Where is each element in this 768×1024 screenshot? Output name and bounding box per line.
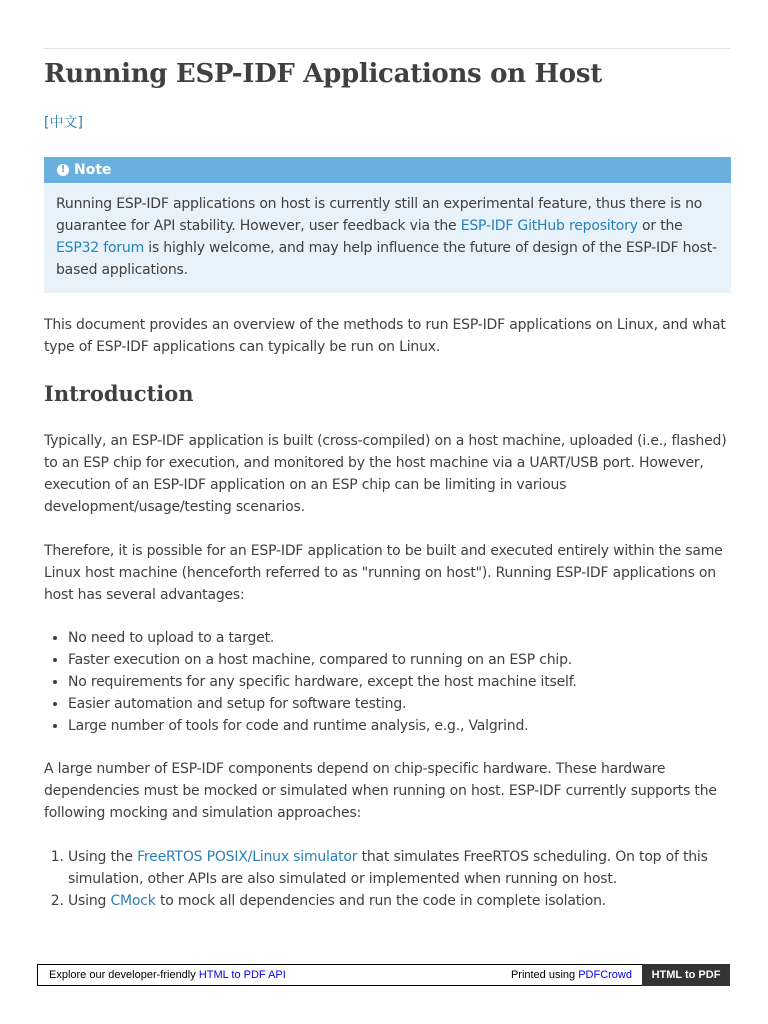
note-header bbox=[44, 157, 731, 183]
top-divider bbox=[44, 48, 730, 49]
approach-suffix: to mock all dependencies and run the code in complete isolation. bbox=[155, 893, 607, 909]
html-to-pdf-api-link[interactable]: HTML to PDF API bbox=[198, 969, 286, 981]
footer-printed-text: Printed using bbox=[510, 969, 579, 981]
approaches-list bbox=[44, 846, 732, 912]
chinese-language-link[interactable]: [中文] bbox=[44, 115, 83, 131]
pdfcrowd-footer bbox=[37, 964, 730, 986]
intro-paragraph-1: Typically, an ESP-IDF application is built (cross-compiled) on a host machine, uploaded (i.e., flashed) to an ESP chip for execution, and monitored by the host machine via a UART/USB port. However, execution of an ESP-IDF application on an ESP chip can be limiting in various development/usage/testing scenarios. bbox=[44, 433, 727, 515]
intro-paragraph-2: Therefore, it is possible for an ESP-IDF application to be built and executed entirely within the same Linux host machine (henceforth referred to as "running on host"). Running ESP-IDF applications on host has several advantages: bbox=[44, 543, 723, 603]
page-title: Running ESP-IDF Applications on Host bbox=[44, 59, 602, 89]
list-item bbox=[68, 846, 732, 890]
note-text-1: Running ESP-IDF applications on host is currently still an experimental feature, thus there is no guarantee for API stability. However, user feedback via the bbox=[56, 196, 703, 234]
introduction-heading: Introduction bbox=[44, 381, 194, 406]
advantages-list bbox=[44, 627, 732, 737]
esp-idf-github-link[interactable]: ESP-IDF GitHub repository bbox=[460, 218, 638, 234]
list-item: • No requirements for any specific hardware, except the host machine itself. bbox=[68, 671, 732, 693]
footer-explore-text: Explore our developer-friendly bbox=[49, 969, 199, 981]
exclamation-circle-icon: ! bbox=[57, 164, 69, 176]
list-item: • Easier automation and setup for software testing. bbox=[68, 693, 732, 715]
list-item: • No need to upload to a target. bbox=[68, 627, 732, 649]
pdfcrowd-link[interactable]: PDFCrowd bbox=[578, 969, 632, 981]
footer-explore bbox=[38, 965, 511, 985]
freertos-simulator-link[interactable]: FreeRTOS POSIX/Linux simulator bbox=[137, 849, 358, 865]
list-item: • Faster execution on a host machine, compared to running on an ESP chip. bbox=[68, 649, 732, 671]
cmock-link[interactable]: CMock bbox=[110, 893, 156, 909]
overview-paragraph: This document provides an overview of the methods to run ESP-IDF applications on Linux, and what type of ESP-IDF applications can typically be run on Linux. bbox=[44, 317, 726, 355]
html-to-pdf-button[interactable]: HTML to PDF bbox=[642, 964, 730, 986]
intro-paragraph-3: A large number of ESP-IDF components depend on chip-specific hardware. These hardware dependencies must be mocked or simulated when running on host. ESP-IDF currently supports the following mocking and simulation approaches: bbox=[44, 761, 717, 821]
approach-prefix: Using bbox=[68, 893, 111, 909]
list-item: • Large number of tools for code and runtime analysis, e.g., Valgrind. bbox=[68, 715, 732, 737]
approach-prefix: Using the bbox=[68, 849, 138, 865]
approach-suffix: that simulates FreeRTOS scheduling. On top of this simulation, other APIs are also simulated or implemented when running on host. bbox=[68, 849, 708, 887]
esp32-forum-link[interactable]: ESP32 forum bbox=[56, 240, 145, 256]
note-text-2: or the bbox=[637, 218, 683, 234]
note-body bbox=[44, 183, 731, 281]
note-text-3: is highly welcome, and may help influence the future of design of the ESP-IDF host-based applications. bbox=[56, 240, 717, 278]
note-admonition bbox=[44, 157, 731, 293]
note-label: Note bbox=[74, 162, 112, 178]
footer-printed bbox=[511, 965, 642, 985]
list-item bbox=[68, 890, 732, 912]
